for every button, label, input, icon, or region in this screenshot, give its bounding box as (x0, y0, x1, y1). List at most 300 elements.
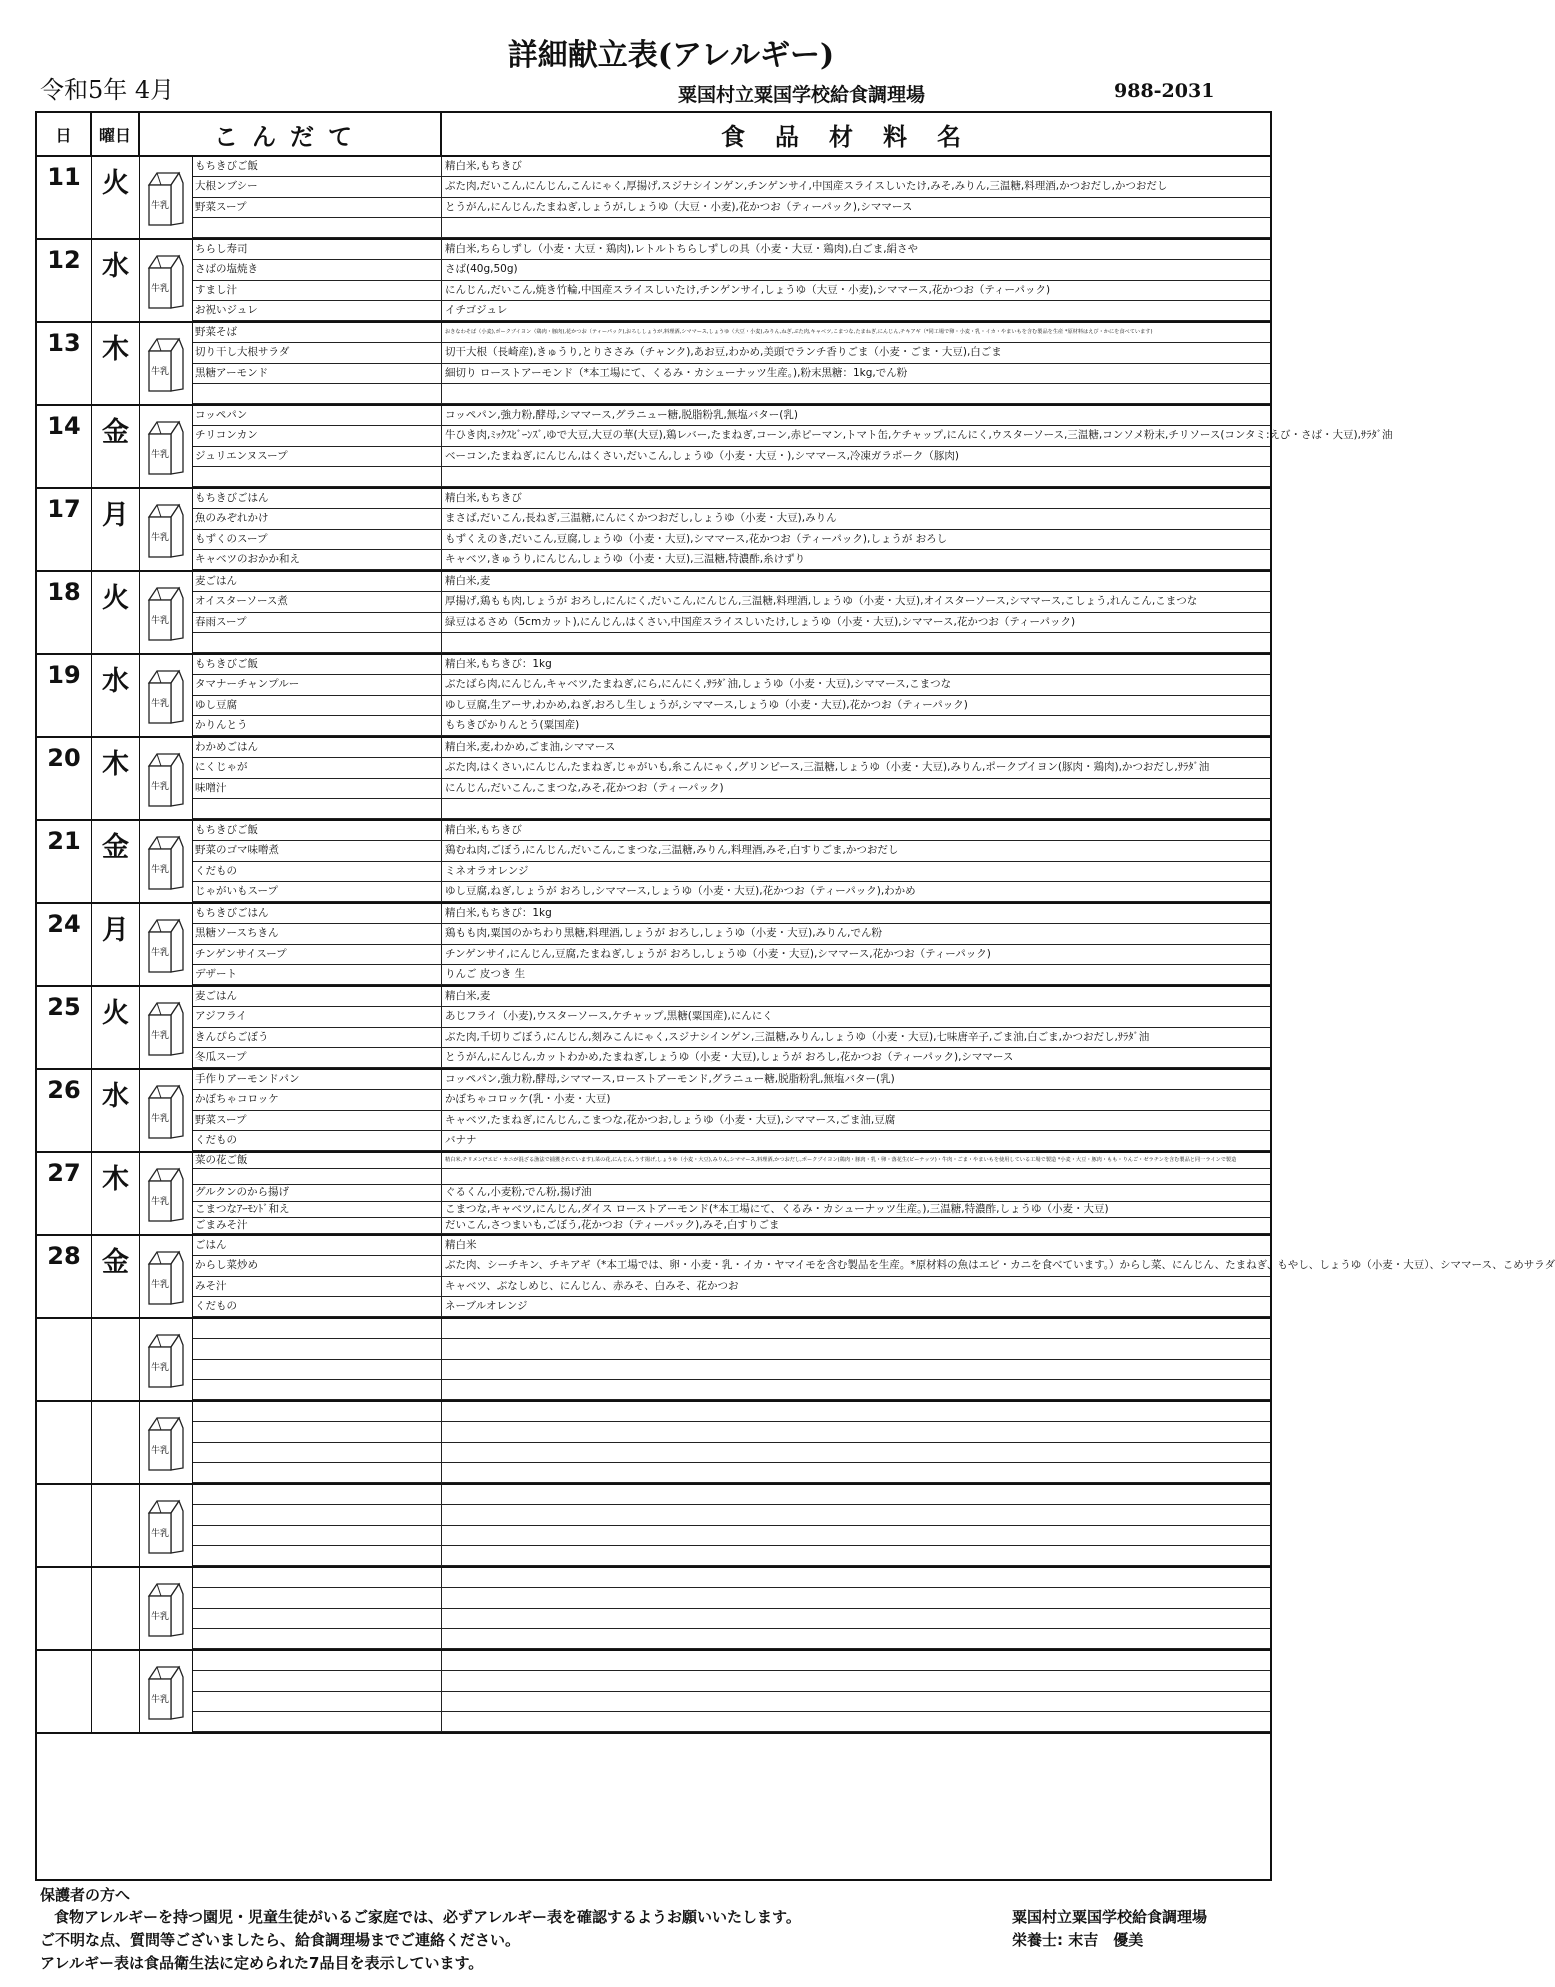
menu-line (193, 1505, 1270, 1525)
menu-line (193, 1007, 1270, 1027)
weekday: 木 (92, 323, 140, 404)
menu-line (193, 965, 1270, 985)
header-weekday: 曜日 (92, 113, 140, 157)
milk-cell (140, 489, 193, 570)
dish-name: オイスターソース煮 (193, 592, 442, 611)
dish-name: お祝いジュレ (193, 301, 442, 320)
dish-name: タマナーチャンプルー (193, 675, 442, 694)
era-month: 令和5年 4月 (40, 76, 175, 104)
dish-name (193, 1505, 442, 1524)
day-block (37, 738, 1270, 821)
menu-line (193, 281, 1270, 301)
menu-line (193, 572, 1270, 592)
menu-line (193, 613, 1270, 633)
dish-name: ゆし豆腐 (193, 696, 442, 715)
day-block (37, 1070, 1270, 1153)
ingredient-text (442, 633, 1270, 652)
day-number (37, 1402, 92, 1483)
milk-carton-icon (145, 586, 187, 642)
milk-label: 牛乳 (150, 1197, 170, 1207)
dish-name: こまつなｱｰﾓﾝﾄﾞ和え (193, 1202, 442, 1217)
ingredient-text: ぶた肉、シーチキン、チキアギ（*本工場では、卵・小麦・乳・イカ・ヤマイモを含む製品を生産。*原材料の魚はエビ・カニを食べています。）からし菜、にんじん、たまねぎ、もやし、しょうゆ（小麦・大豆）、シママース、こめサラダ (445, 1259, 1555, 1272)
menu-line (193, 1629, 1270, 1649)
day-number: 26 (37, 1070, 92, 1151)
dish-name: 黒糖アーモンド (193, 364, 442, 383)
milk-cell (140, 1402, 193, 1483)
menu-line (193, 1546, 1270, 1566)
dish-name: 麦ごはん (193, 572, 442, 591)
ingredient-text: かぼちゃコロッケ(乳・小麦・大豆) (445, 1093, 611, 1106)
milk-label: 牛乳 (150, 1446, 170, 1456)
milk-label: 牛乳 (150, 865, 170, 875)
sign-organization: 粟国村立粟国学校給食調理場 (1012, 1908, 1208, 1926)
milk-label: 牛乳 (150, 533, 170, 543)
ingredient-text: コッペパン,強力粉,酵母,シママース,グラニュー糖,脱脂粉乳,無塩バター(乳) (445, 409, 798, 421)
milk-cell (140, 1153, 193, 1234)
weekday: 水 (92, 240, 140, 321)
milk-cell (140, 1651, 193, 1732)
ingredient-text: とうがん,にんじん,カットわかめ,たまねぎ,しょうゆ（小麦・大豆),しょうが おろし,花かつお（ティーパック),シママース (445, 1050, 1014, 1063)
ingredient-text: ゆし豆腐,生アーサ,わかめ,ねぎ,おろし生しょうが,シママース,しょうゆ（小麦・大豆),花かつお（ティーパック) (445, 698, 968, 711)
menu-line (193, 987, 1270, 1007)
dish-name (193, 1402, 442, 1421)
dish-name (193, 384, 442, 403)
dish-name (193, 1360, 442, 1379)
dish-name (193, 1485, 442, 1504)
ingredient-text (442, 1568, 1270, 1587)
weekday (92, 1402, 140, 1483)
dish-name (193, 467, 442, 486)
ingredient-text: ゆし豆腐,ねぎ,しょうが おろし,シママース,しょうゆ（小麦・大豆),花かつお（ティーパック),わかめ (445, 884, 916, 897)
menu-line (193, 1202, 1270, 1218)
menu-line (193, 1422, 1270, 1442)
milk-label: 牛乳 (150, 1114, 170, 1124)
ingredient-text (442, 1692, 1270, 1711)
ingredient-text: イチゴジュレ (445, 303, 508, 316)
menu-line (193, 758, 1270, 778)
dish-name: さばの塩焼き (193, 260, 442, 279)
menu-line (193, 426, 1393, 446)
dish-name (193, 1588, 442, 1607)
dish-name: ちらし寿司 (193, 240, 442, 259)
weekday: 木 (92, 1153, 140, 1234)
day-number: 14 (37, 406, 92, 487)
ingredient-text: コッペパン,強力粉,酵母,シママース,ローストアーモンド,グラニュー糖,脱脂粉乳,無塩バター(乳) (445, 1073, 895, 1085)
ingredient-text: まさば,だいこん,長ねぎ,三温糖,にんにくかつおだし,しょうゆ（小麦・大豆),みりん (445, 512, 837, 525)
ingredient-text: 精白米,麦,わかめ,ごま油,シママース (445, 741, 616, 753)
dish-name (193, 1629, 442, 1648)
menu-line (193, 1485, 1270, 1505)
menu-line (193, 1090, 1270, 1110)
dish-name: コッペパン (193, 406, 442, 425)
menu-line (193, 1463, 1270, 1483)
milk-cell (140, 323, 193, 404)
menu-line (193, 467, 1270, 487)
day-block (37, 240, 1270, 323)
milk-carton-icon (145, 1665, 187, 1721)
weekday: 水 (92, 655, 140, 736)
ingredient-text: 精白米,もちきび：1kg (445, 907, 552, 919)
day-block (37, 489, 1270, 572)
dish-name: もちきびご飯 (193, 821, 442, 840)
menu-line (193, 1111, 1270, 1131)
milk-cell (140, 655, 193, 736)
milk-label: 牛乳 (150, 1695, 170, 1705)
weekday: 金 (92, 1236, 140, 1317)
ingredient-text (442, 1671, 1270, 1690)
dish-name: もちきびごはん (193, 489, 442, 508)
dish-name: もずくのスープ (193, 530, 442, 549)
dish-name: チリコンカン (193, 426, 442, 445)
menu-line (193, 1277, 1270, 1297)
day-number: 24 (37, 904, 92, 985)
milk-label: 牛乳 (150, 1529, 170, 1539)
ingredient-text: もずくえのき,だいこん,豆腐,しょうゆ（小麦・大豆),シママース,花かつお（ティーパック),しょうが おろし (445, 532, 948, 545)
dish-name: 野菜スープ (193, 1111, 442, 1130)
weekday (92, 1568, 140, 1649)
day-block (37, 323, 1270, 406)
milk-label: 牛乳 (150, 367, 170, 377)
milk-label: 牛乳 (150, 782, 170, 792)
dish-name: きんぴらごぼう (193, 1028, 442, 1047)
menu-line (193, 1712, 1270, 1732)
ingredient-text: あじフライ（小麦),ウスターソース,ケチャップ,黒糖(粟国産),にんにく (445, 1010, 773, 1023)
dish-name (193, 633, 442, 652)
weekday: 火 (92, 572, 140, 653)
dish-name: 野菜そば (193, 323, 442, 342)
menu-line (193, 1218, 1270, 1234)
phone-number: 988-2031 (1114, 80, 1215, 102)
menu-line (193, 301, 1270, 321)
ingredient-text: 精白米,チリメン(*エビ・カニが混ざる漁法で捕獲されています),菜の花,にんじん,うす揚げ,しょうゆ（小麦・大豆),みりん,シママース,料理酒,かつおだし,ポークブイヨン(鶏肉・豚肉・乳・卵・落花生(ピーナッツ)・牛肉・ごま・やまいもを使用している工場で製造 *小麦・大豆・豚肉・もも・りんご・ゼラチンを含む製品と同一ラインで製造 (445, 1157, 1237, 1163)
ingredient-text: だいこん,さつまいも,ごぼう,花かつお（ティーパック),みそ,白すりごま (445, 1218, 780, 1231)
weekday: 金 (92, 406, 140, 487)
day-block (37, 1651, 1270, 1734)
ingredient-text (442, 1319, 1270, 1338)
milk-label: 牛乳 (150, 616, 170, 626)
dish-name (193, 1712, 442, 1731)
ingredient-text (442, 1712, 1270, 1731)
dish-name: 味噌汁 (193, 779, 442, 798)
dish-name: 大根ンブシー (193, 177, 442, 196)
weekday (92, 1319, 140, 1400)
dish-name: かぼちゃコロッケ (193, 1090, 442, 1109)
menu-line (193, 157, 1270, 177)
menu-line (193, 323, 1270, 343)
dish-name: 麦ごはん (193, 987, 442, 1006)
menu-line (193, 260, 1270, 280)
day-number: 18 (37, 572, 92, 653)
ingredient-text: ベーコン,たまねぎ,にんじん,はくさい,だいこん,しょうゆ（小麦・大豆・),シママース,冷凍ガラポーク（豚肉) (445, 449, 960, 462)
ingredient-text (442, 467, 1270, 486)
dish-name (193, 1422, 442, 1441)
dish-name: もちきびご飯 (193, 655, 442, 674)
weekday (92, 1485, 140, 1566)
milk-label: 牛乳 (150, 284, 170, 294)
page-title: 詳細献立表(アレルギー) (507, 38, 835, 73)
dish-name: 冬瓜スープ (193, 1048, 442, 1067)
ingredient-text (442, 1443, 1270, 1462)
menu-line (193, 882, 1270, 902)
notice-line-3: アレルギー表は食品衛生法に定められた7品目を表示しています。 (40, 1954, 484, 1972)
day-number: 20 (37, 738, 92, 819)
ingredient-text: とうがん,にんじん,たまねぎ,しょうが,しょうゆ（大豆・小麦),花かつお（ティーパック),シママース (445, 200, 913, 213)
menu-line (193, 696, 1270, 716)
menu-line (193, 1692, 1270, 1712)
menu-line (193, 489, 1270, 509)
menu-line (193, 1131, 1270, 1151)
weekday: 水 (92, 1070, 140, 1151)
menu-line (193, 675, 1270, 695)
milk-label: 牛乳 (150, 1612, 170, 1622)
milk-carton-icon (145, 918, 187, 974)
dish-name (193, 1609, 442, 1628)
menu-line (193, 1339, 1270, 1359)
day-number (37, 1485, 92, 1566)
ingredient-text: こまつな,キャベツ,にんじん,ダイス ローストアーモンド(*本工場にて、くるみ・カシューナッツ生産。),三温糖,特濃酢,しょうゆ（小麦・大豆) (445, 1202, 1109, 1215)
dish-name: 菜の花ご飯 (193, 1153, 442, 1168)
dish-name (193, 1380, 442, 1399)
ingredient-text: もちきびかりんとう(粟国産) (445, 718, 580, 731)
ingredient-text (442, 1526, 1270, 1545)
ingredient-text: 牛ひき肉,ﾐｯｸｽﾋﾞｰﾝｽﾞ,ゆで大豆,大豆の華(大豆),鶏レバー,たまねぎ,コーン,赤ピーマン,トマト缶,ケチャップ,にんにく,ウスターソース,三温糖,コンソメ粉末,チリソース(コンタミ:えび・さば・大豆),ｻﾗﾀﾞ油 (445, 429, 1393, 442)
dish-name: デザート (193, 965, 442, 984)
menu-line (193, 218, 1270, 238)
dish-name: 手作りアーモンドパン (193, 1070, 442, 1089)
ingredient-text (442, 1588, 1270, 1607)
milk-cell (140, 987, 193, 1068)
dish-name: もちきびご飯 (193, 157, 442, 176)
menu-line (193, 550, 1270, 570)
ingredient-text: さば(40g,50g) (445, 263, 518, 276)
milk-label: 牛乳 (150, 1031, 170, 1041)
dish-name: グルクンのから揚げ (193, 1185, 442, 1200)
weekday: 火 (92, 157, 140, 238)
day-number: 19 (37, 655, 92, 736)
menu-line (193, 1526, 1270, 1546)
menu-line (193, 406, 1270, 426)
ingredient-text: にんじん,だいこん,こまつな,みそ,花かつお（ティーパック) (445, 781, 724, 794)
day-block (37, 1568, 1270, 1651)
dish-name (193, 1443, 442, 1462)
ingredient-text: 精白米 (445, 1239, 477, 1251)
dish-name (193, 218, 442, 237)
day-block (37, 655, 1270, 738)
day-number: 21 (37, 821, 92, 902)
dish-name (193, 1692, 442, 1711)
milk-carton-icon (145, 503, 187, 559)
ingredient-text (442, 384, 1270, 403)
milk-label: 牛乳 (150, 1363, 170, 1373)
dish-name: ごまみそ汁 (193, 1218, 442, 1233)
milk-cell (140, 406, 193, 487)
milk-cell (140, 904, 193, 985)
menu-line (193, 1671, 1270, 1691)
dish-name: みそ汁 (193, 1277, 442, 1296)
day-block (37, 406, 1393, 489)
menu-line (193, 716, 1270, 736)
weekday: 火 (92, 987, 140, 1068)
milk-cell (140, 157, 193, 238)
day-number: 25 (37, 987, 92, 1068)
menu-line (193, 1028, 1270, 1048)
milk-label: 牛乳 (150, 450, 170, 460)
menu-line (193, 633, 1270, 653)
ingredient-text (442, 1380, 1270, 1399)
dish-name: アジフライ (193, 1007, 442, 1026)
dish-name: くだもの (193, 862, 442, 881)
ingredient-text: おきなわそば（小麦),ポークブイヨン（鶏肉・豚肉),花かつお（ティーパック),おろししょうが,料理酒,シママース,しょうゆ（大豆・小麦),みりん,ねぎ,ぶた肉,キャベツ,こまつな,たまねぎ,にんじん,チキアギ（*同工場で卵・小麦・乳・イカ・やまいもを含む製品を生産 *原材料はえび・かにを食べています) (445, 329, 1153, 335)
ingredient-text: 精白米,もちきび：1kg (445, 658, 552, 670)
milk-carton-icon (145, 1333, 187, 1389)
ingredient-text (442, 1422, 1270, 1441)
header-day: 日 (37, 113, 92, 157)
milk-cell (140, 1236, 193, 1317)
milk-carton-icon (145, 1416, 187, 1472)
menu-line (193, 1297, 1270, 1317)
ingredient-text: ぶたばら肉,にんじん,キャベツ,たまねぎ,にら,にんにく,ｻﾗﾀﾞ油,しょうゆ（小麦・大豆),シママース,こまつな (445, 678, 952, 691)
ingredient-text: にんじん,だいこん,焼き竹輪,中国産スライスしいたけ,チンゲンサイ,しょうゆ（大豆・小麦),シママース,花かつお（ティーパック) (445, 283, 1051, 296)
milk-label: 牛乳 (150, 201, 170, 211)
dish-name: 切り干し大根サラダ (193, 343, 442, 362)
milk-carton-icon (145, 752, 187, 808)
dish-name: キャベツのおかか和え (193, 550, 442, 569)
milk-carton-icon (145, 420, 187, 476)
dish-name: 野菜のゴマ味噌煮 (193, 841, 442, 860)
milk-carton-icon (145, 1167, 187, 1223)
ingredient-text: ぶた肉,はくさい,にんじん,たまねぎ,じゃがいも,糸こんにゃく,グリンピース,三温糖,しょうゆ（小麦・大豆),みりん,ポークブイヨン(豚肉・鶏肉),かつおだし,ｻﾗﾀﾞ油 (445, 761, 1210, 774)
menu-line (193, 447, 1270, 467)
dish-name (193, 1463, 442, 1482)
milk-carton-icon (145, 1001, 187, 1057)
milk-cell (140, 821, 193, 902)
menu-line (193, 1319, 1270, 1339)
milk-cell (140, 738, 193, 819)
milk-cell (140, 1319, 193, 1400)
dish-name: 野菜スープ (193, 198, 442, 217)
milk-carton-icon (145, 1499, 187, 1555)
day-number: 27 (37, 1153, 92, 1234)
ingredient-text: りんご 皮つき 生 (445, 967, 526, 980)
milk-cell (140, 1485, 193, 1566)
dish-name (193, 1526, 442, 1545)
day-number: 13 (37, 323, 92, 404)
menu-line (193, 1568, 1270, 1588)
milk-cell (140, 1070, 193, 1151)
menu-line (193, 1609, 1270, 1629)
ingredient-text (442, 1609, 1270, 1628)
menu-line (193, 592, 1270, 612)
dish-name (193, 799, 442, 818)
day-number (37, 1568, 92, 1649)
dish-name: 魚のみぞれかけ (193, 509, 442, 528)
menu-line (193, 862, 1270, 882)
dish-name: もちきびごはん (193, 904, 442, 923)
ingredient-text: 精白米,もちきび (445, 824, 522, 836)
day-block (37, 572, 1270, 655)
menu-line (193, 1588, 1270, 1608)
ingredient-text: ぶた肉,だいこん,にんじん,こんにゃく,厚揚げ,スジナシインゲン,チンゲンサイ,中国産スライスしいたけ,みそ,みりん,三温糖,料理酒,かつおだし,かつおだし (445, 180, 1168, 193)
milk-label: 牛乳 (150, 699, 170, 709)
menu-line (193, 1402, 1270, 1422)
dish-name: にくじゃが (193, 758, 442, 777)
ingredient-text: キャベツ,たまねぎ,にんじん,こまつな,花かつお,しょうゆ（小麦・大豆),シママース,ごま油,豆腐 (445, 1113, 896, 1126)
dish-name (193, 1568, 442, 1587)
menu-line (193, 1236, 1270, 1256)
ingredient-text (442, 218, 1270, 237)
day-number: 17 (37, 489, 92, 570)
dish-name: くだもの (193, 1131, 442, 1150)
menu-line (193, 1256, 1555, 1276)
ingredient-text: キャベツ,きゅうり,にんじん,しょうゆ（小麦・大豆),三温糖,特濃酢,糸けずり (445, 552, 806, 565)
kitchen-name: 粟国村立粟国学校給食調理場 (678, 84, 926, 106)
dish-name (193, 1169, 442, 1184)
dish-name: チンゲンサイスープ (193, 945, 442, 964)
milk-carton-icon (145, 171, 187, 227)
day-block (37, 821, 1270, 904)
ingredient-text (442, 1546, 1270, 1565)
menu-line (193, 177, 1270, 197)
day-number (37, 1651, 92, 1732)
dish-name: かりんとう (193, 716, 442, 735)
weekday: 木 (92, 738, 140, 819)
header-ingredients: 食品材料名 (442, 113, 1270, 157)
menu-line (193, 799, 1270, 819)
day-block (37, 1402, 1270, 1485)
menu-line (193, 1048, 1270, 1068)
day-number: 11 (37, 157, 92, 238)
ingredient-text: 緑豆はるさめ（5cmカット),にんじん,はくさい,中国産スライスしいたけ,しょうゆ（小麦・大豆),シママース,花かつお（ティーパック) (445, 615, 1076, 628)
ingredient-text: 精白米,もちきび (445, 160, 522, 172)
menu-line (193, 364, 1270, 384)
menu-line (193, 779, 1270, 799)
sign-nutritionist: 栄養士: 末吉 優美 (1012, 1931, 1144, 1949)
ingredient-text: 精白米,麦 (445, 575, 491, 587)
ingredient-text (442, 1339, 1270, 1358)
day-number: 28 (37, 1236, 92, 1317)
menu-line (193, 924, 1270, 944)
menu-line (193, 530, 1270, 550)
menu-line (193, 821, 1270, 841)
ingredient-text: ミネオラオレンジ (445, 864, 529, 877)
dish-name (193, 1546, 442, 1565)
milk-carton-icon (145, 337, 187, 393)
dish-name: ごはん (193, 1236, 442, 1255)
weekday (92, 1651, 140, 1732)
ingredient-text: 切干大根（長崎産),きゅうり,とりささみ（チャンク),あお豆,わかめ,美頭でランチ香りごま（小麦・ごま・大豆),白ごま (445, 346, 1002, 359)
ingredient-text (442, 1402, 1270, 1421)
dish-name (193, 1319, 442, 1338)
ingredient-text: バナナ (445, 1133, 477, 1146)
notice-line-1: 食物アレルギーを持つ園児・児童生徒がいるご家庭では、必ずアレルギー表を確認するようお願いいたします。 (54, 1908, 801, 1926)
menu-line (193, 1380, 1270, 1400)
day-block (37, 1319, 1270, 1402)
ingredient-text (442, 1485, 1270, 1504)
menu-line (193, 738, 1270, 758)
dish-name (193, 1651, 442, 1670)
ingredient-text: 鶏もも肉,粟国のかちわり黒糖,料理酒,しょうが おろし,しょうゆ（小麦・大豆),みりん,でん粉 (445, 927, 882, 940)
ingredient-text (442, 1463, 1270, 1482)
day-number (37, 1319, 92, 1400)
dish-name (193, 1339, 442, 1358)
ingredient-text: 精白米,もちきび (445, 492, 522, 504)
menu-line (193, 1443, 1270, 1463)
ingredient-text: 細切り ローストアーモンド（*本工場にて、くるみ・カシューナッツ生産。),粉末黒糖：1kg,でん粉 (445, 366, 908, 379)
menu-line (193, 198, 1270, 218)
dish-name: すまし汁 (193, 281, 442, 300)
guardian-heading: 保護者の方へ (40, 1886, 131, 1904)
dish-name (193, 1671, 442, 1690)
